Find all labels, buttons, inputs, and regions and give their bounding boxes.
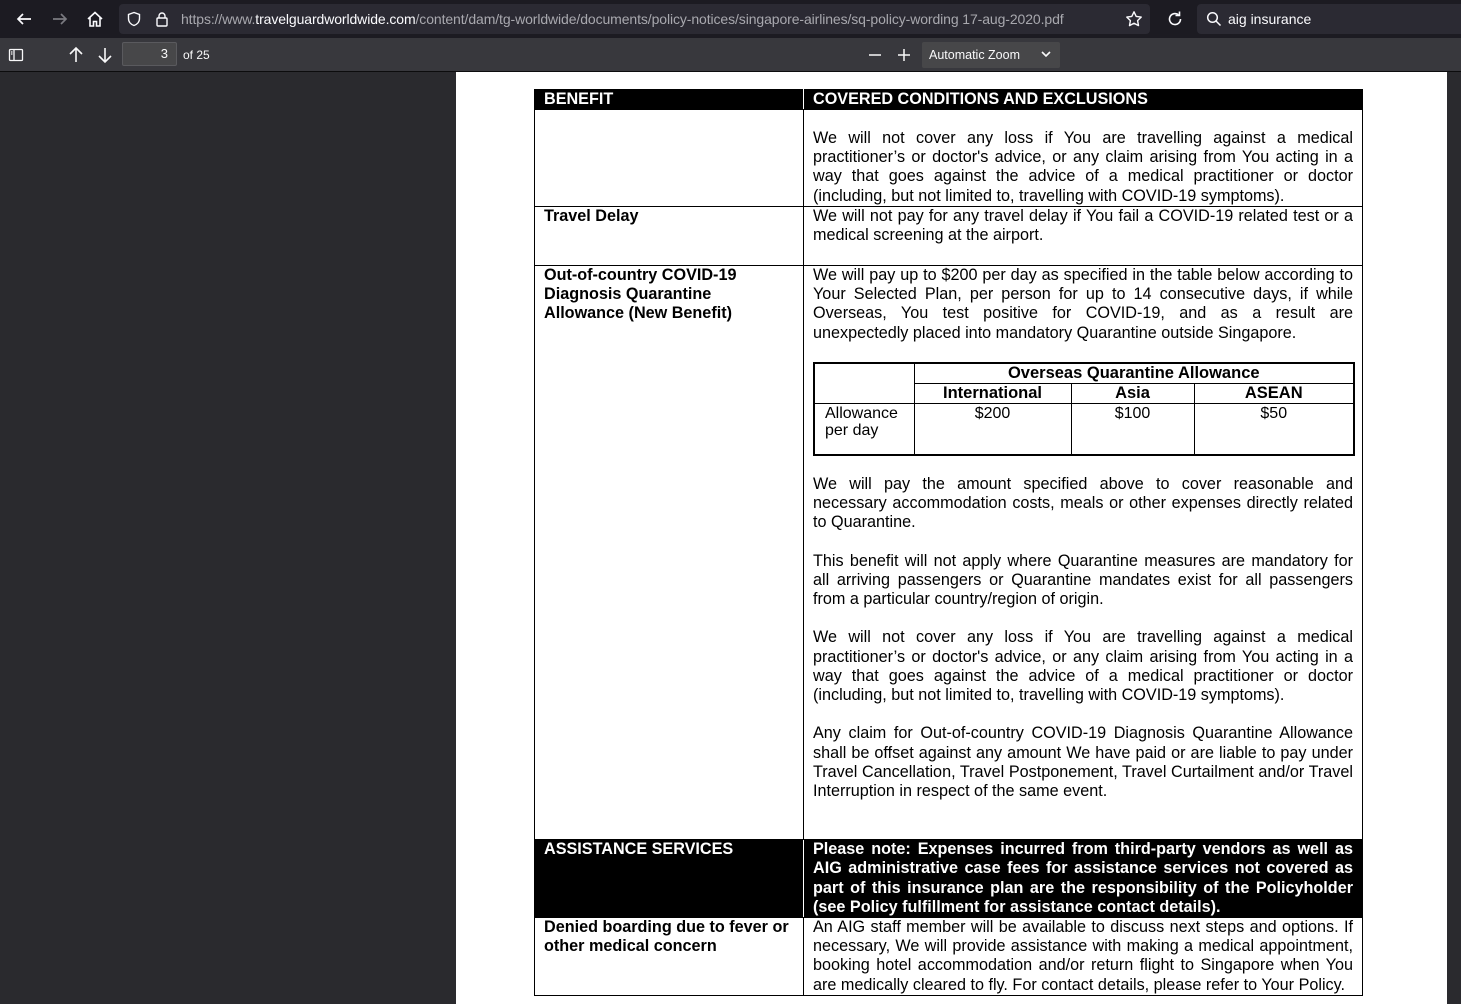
exclusion-paragraph: We will not cover any loss if You are travelling against a medical practitioner’s or doctor's advice, or any claim arising from You acting in a way that goes against the advice of a medical practitioner or doctor (including, but not limited to, travelling with COVID-19 symptoms). <box>813 129 1353 205</box>
table-header-row <box>535 90 1363 110</box>
column-header: Asia <box>1071 383 1194 403</box>
page-number-input[interactable]: 3 <box>122 42 177 66</box>
pdf-page <box>456 72 1447 1004</box>
search-input[interactable]: aig insurance <box>1228 11 1312 27</box>
table-row <box>814 363 1354 384</box>
quarantine-allowance-table <box>813 362 1355 456</box>
zoom-select-value: Automatic Zoom <box>929 48 1021 62</box>
pdf-viewer[interactable] <box>0 72 1461 1004</box>
back-button[interactable] <box>9 4 39 34</box>
arrow-right-icon <box>51 10 69 28</box>
sidebar-icon <box>8 47 24 63</box>
quarantine-paragraph: We will pay the amount specified above to cover reasonable and necessary accommodation costs, meals or other expenses directly related to Quarantine. <box>813 474 1353 532</box>
column-header: ASEAN <box>1194 383 1354 403</box>
quarantine-paragraph: Any claim for Out-of-country COVID-19 Diagnosis Quarantine Allowance shall be offset against any amount We have paid or are liable to pay under Travel Cancellation, Travel Postponement, Travel Curtailment and/or Travel Interruption in respect of the same event. <box>813 724 1353 801</box>
conditions-cell <box>804 266 1363 840</box>
arrow-up-icon <box>67 46 85 64</box>
bookmark-star-button[interactable] <box>1121 7 1147 31</box>
quarantine-paragraph: This benefit will not apply where Quarantine measures are mandatory for all arriving passengers or Quarantine mandates exist for all passengers from a particular country/region of origin. <box>813 551 1353 609</box>
home-button[interactable] <box>80 4 110 34</box>
url-bar[interactable] <box>119 4 1150 34</box>
benefit-cell-empty <box>535 110 804 207</box>
sidebar-toggle-button[interactable] <box>2 41 30 69</box>
header-benefit: BENEFIT <box>535 90 804 110</box>
zoom-out-button[interactable] <box>861 41 889 69</box>
url-text[interactable] <box>181 11 1064 27</box>
reload-button[interactable] <box>1160 4 1190 34</box>
table-row <box>535 840 1363 918</box>
table-row <box>535 110 1363 207</box>
quarantine-paragraph: We will pay up to $200 per day as specified in the table below according to Your Selected Plan, per person for up to 14 consecutive days, if while Overseas, You test positive for COVID-19, and as a result are unexpectedly placed into mandatory Quarantine outside Singapore. <box>813 266 1353 342</box>
url-host: travelguardworldwide.com <box>255 11 416 27</box>
page-count-label: of 25 <box>183 48 210 62</box>
travel-delay-paragraph: We will not pay for any travel delay if You fail a COVID-19 related test or a medical screening at the airport. <box>813 207 1353 245</box>
table-cell: $100 <box>1071 403 1194 455</box>
table-row <box>814 403 1354 455</box>
conditions-cell <box>804 110 1363 207</box>
url-prefix: https://www. <box>181 11 256 27</box>
column-header: International <box>914 383 1071 403</box>
zoom-select[interactable] <box>922 42 1060 68</box>
table-cell-empty <box>814 363 914 404</box>
arrow-down-icon <box>96 46 114 64</box>
zoom-in-button[interactable] <box>890 41 918 69</box>
table-cell: $50 <box>1194 403 1354 455</box>
quarantine-table-title: Overseas Quarantine Allowance <box>914 363 1354 384</box>
benefits-table <box>534 89 1363 996</box>
table-row <box>535 918 1363 996</box>
arrow-left-icon <box>15 10 33 28</box>
quarantine-paragraph: We will not cover any loss if You are travelling against a medical practitioner’s or doctor's advice, or any claim arising from You acting in a way that goes against the advice of a medical practitioner or doctor (including, but not limited to, travelling with COVID-19 symptoms). <box>813 628 1353 705</box>
star-icon <box>1125 10 1143 28</box>
forward-button[interactable] <box>45 4 75 34</box>
browser-toolbar <box>0 0 1461 38</box>
table-row <box>535 266 1363 840</box>
previous-page-button[interactable] <box>62 41 90 69</box>
url-path: /content/dam/tg-worldwide/documents/policy-notices/singapore-airlines/sq-policy-wording 17-aug-2020.pdf <box>415 11 1064 27</box>
benefit-denied-boarding: Denied boarding due to fever or other medical concern <box>535 918 804 996</box>
assistance-note: Please note: Expenses incurred from third-party vendors as well as AIG administrative case fees for assistance services not covered as part of this insurance plan are the responsibility of the Policyholder (see Policy fulfillment for assistance contact details). <box>804 840 1363 918</box>
table-row <box>535 207 1363 266</box>
reload-icon <box>1166 10 1184 28</box>
search-icon <box>1206 11 1222 32</box>
assistance-services-label: ASSISTANCE SERVICES <box>535 840 804 918</box>
pdf-toolbar <box>0 38 1461 72</box>
plus-icon <box>896 47 912 63</box>
home-icon <box>86 10 104 28</box>
lock-icon[interactable] <box>154 11 170 32</box>
row-label: Allowance per day <box>814 403 914 455</box>
denied-boarding-paragraph: An AIG staff member will be available to discuss next steps and options. If necessary, We will provide assistance with making a medical appointment, booking hotel accommodation and/or return flight to Singapore when You are medically cleared to fly. For contact details, please refer to Your Policy. <box>804 918 1363 996</box>
shield-icon[interactable] <box>126 11 142 32</box>
benefit-quarantine-allowance: Out-of-country COVID-19 Diagnosis Quarantine Allowance (New Benefit) <box>535 266 804 840</box>
chevron-down-icon <box>1040 47 1052 66</box>
search-bar[interactable] <box>1197 4 1461 34</box>
next-page-button[interactable] <box>91 41 119 69</box>
benefit-travel-delay: Travel Delay <box>535 207 804 266</box>
minus-icon <box>867 47 883 63</box>
conditions-cell <box>804 207 1363 266</box>
table-cell: $200 <box>914 403 1071 455</box>
header-conditions: COVERED CONDITIONS AND EXCLUSIONS <box>804 90 1363 110</box>
